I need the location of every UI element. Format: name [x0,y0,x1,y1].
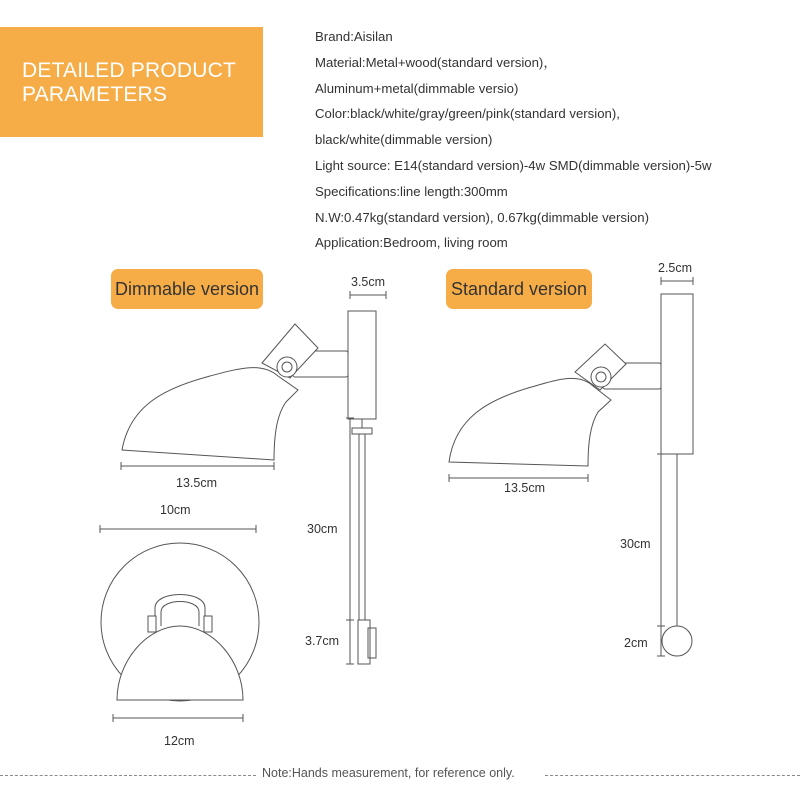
spec-specifications: Specifications:line length:300mm [315,183,508,199]
header-title-line1: DETAILED PRODUCT [22,59,236,82]
front-shade-width-label: 12cm [164,734,195,748]
standard-lamp-side-view [449,277,693,656]
standard-shade-width-label: 13.5cm [504,481,545,495]
footer-divider-right [545,775,800,776]
standard-version-badge: Standard version [446,269,592,309]
spec-material: Material:Metal+wood(standard version)， [315,54,557,70]
footer-divider-left [0,775,256,776]
lamp-front-view [100,525,259,722]
spec-material-cont: Aluminum+metal(dimmable versio) [315,80,519,96]
footer-note: Note:Hands measurement, for reference only. [262,766,515,780]
dimmable-shade-width-label: 13.5cm [176,476,217,490]
spec-color: Color:black/white/gray/green/pink(standard version), [315,106,620,122]
spec-brand: Brand:Aisilan [315,29,393,44]
front-width-label: 10cm [160,503,191,517]
spec-color-cont: black/white(dimmable version) [315,132,493,148]
dimmable-switch-length-label: 3.7cm [305,634,340,648]
dimmable-version-badge: Dimmable version [111,269,263,309]
header-title-line2: PARAMETERS [22,83,168,106]
standard-pull-size-label: 2cm [624,636,648,650]
spec-application: Application:Bedroom, living room [315,235,508,251]
dimmable-cable-length-label: 30cm [307,522,338,536]
dimmable-plate-width-label: 3.5cm [351,275,386,289]
spec-light-source: Light source: E14(standard version)-4w SMD(dimmable version)-5w [315,157,712,173]
standard-plate-width-label: 2.5cm [658,261,693,275]
standard-cord-length-label: 30cm [620,537,651,551]
spec-net-weight: N.W:0.47kg(standard version), 0.67kg(dimmable version) [315,209,649,225]
